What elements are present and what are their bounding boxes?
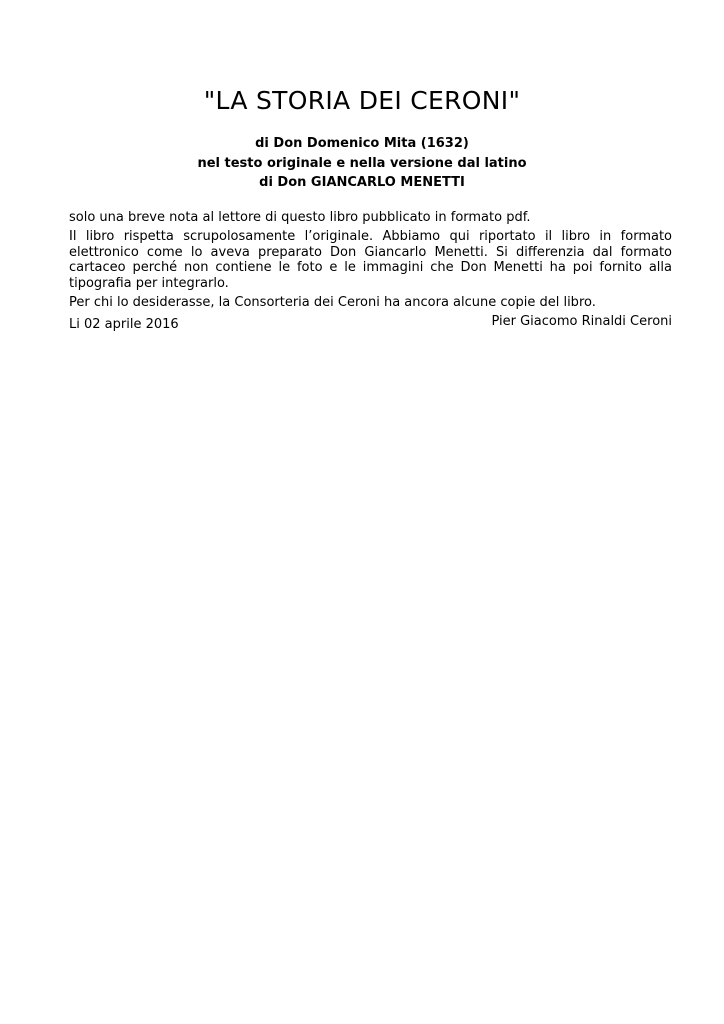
subtitle-translator-line: di Don GIANCARLO MENETTI <box>259 175 465 190</box>
paragraph-copies: Per chi lo desiderasse, la Consorteria dei Ceroni ha ancora alcune copie del libro. <box>69 294 596 310</box>
paragraph-description: Il libro rispetta scrupolosamente l’originale. Abbiamo qui riportato il libro in formato elettronico come lo aveva preparato Don Giancarlo Menetti. Si differenzia dal formato cartaceo perché non contiene le foto e le immagini che Don Menetti ha poi fornito alla tipografia per integrarlo. <box>69 229 672 291</box>
subtitle-block <box>0 134 724 193</box>
subtitle-author-line: di Don Domenico Mita (1632) <box>255 136 469 151</box>
signature: Pier Giacomo Rinaldi Ceroni <box>491 314 672 330</box>
paragraph-intro: solo una breve nota al lettore di questo libro pubblicato in formato pdf. <box>69 210 531 225</box>
document-title: "LA STORIA DEI CERONI" <box>203 86 521 115</box>
subtitle-edition-line: nel testo originale e nella versione dal latino <box>197 155 527 171</box>
document-date: Li 02 aprile 2016 <box>69 317 179 332</box>
body-text <box>69 210 672 333</box>
